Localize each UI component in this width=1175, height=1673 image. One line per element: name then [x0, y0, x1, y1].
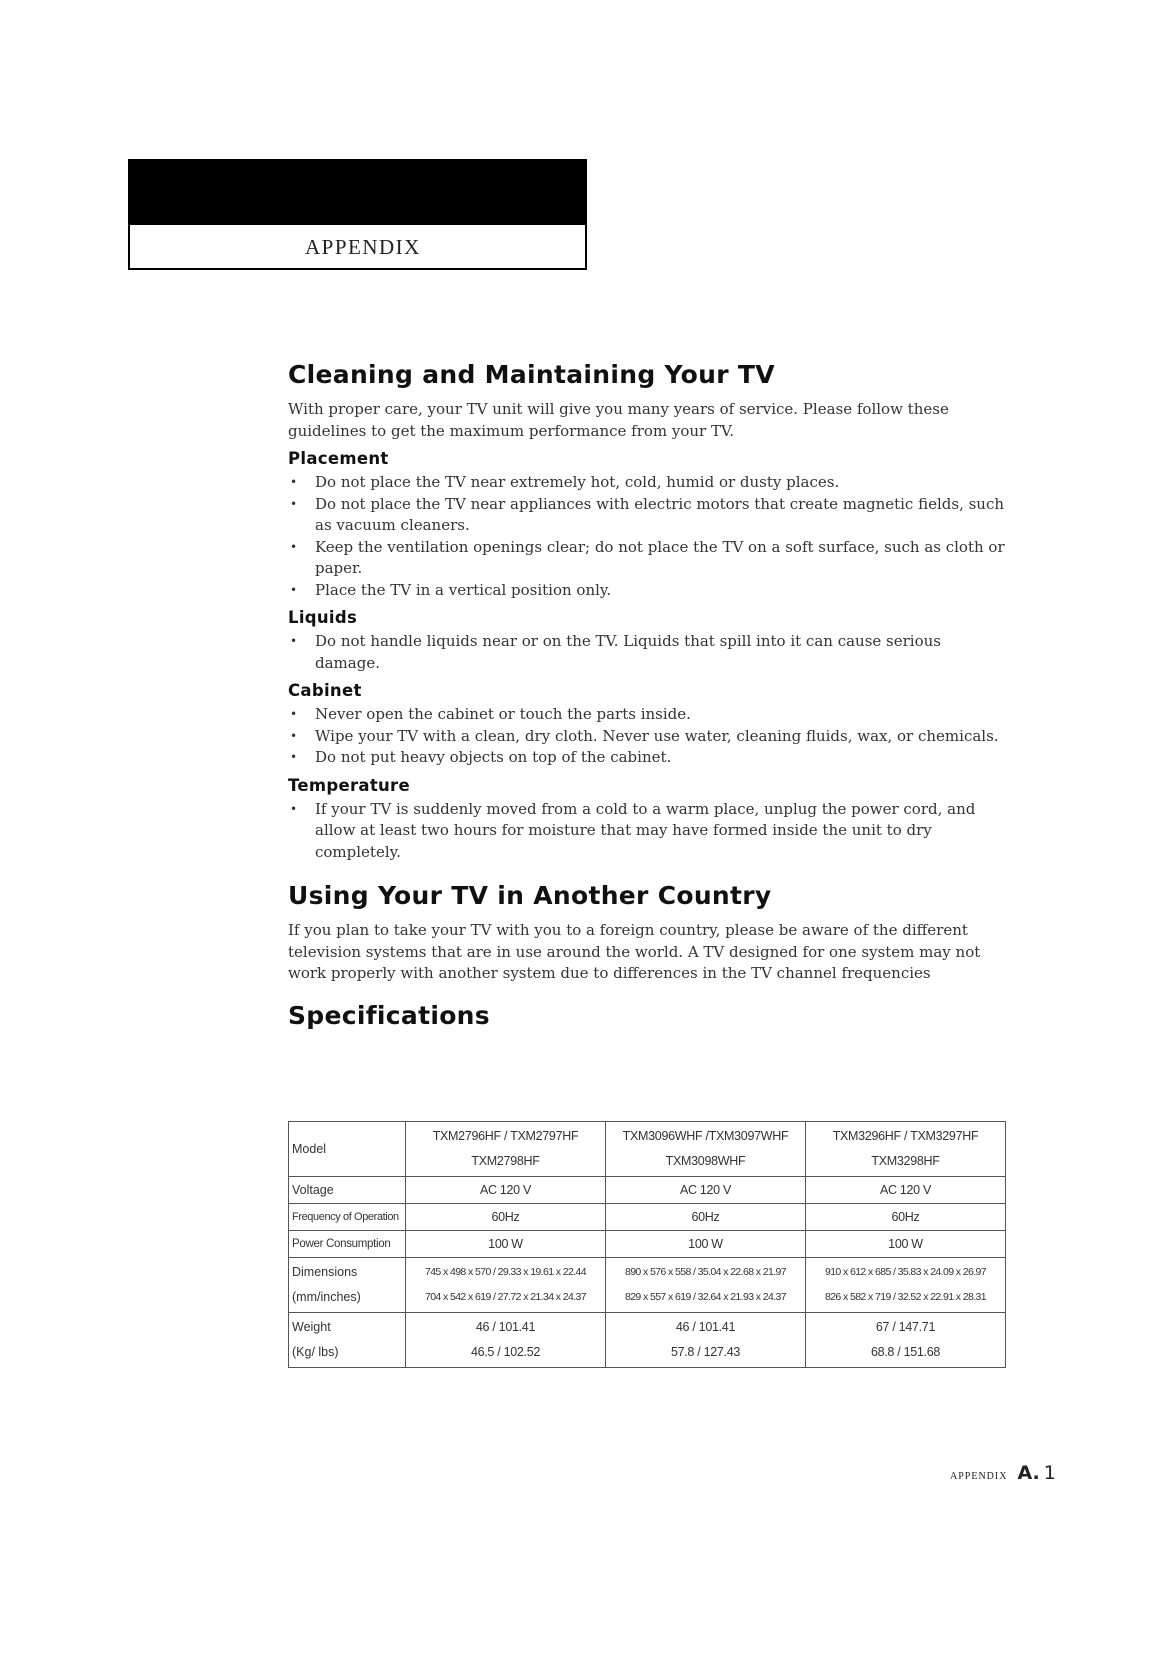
- table-cell: 890 x 576 x 558 / 35.04 x 22.68 x 21.97 829 x 557 x 619 / 32.64 x 21.93 x 24.37: [606, 1258, 806, 1313]
- specifications-title: Specifications: [288, 1000, 490, 1030]
- footer-section: APPENDIX: [950, 1471, 1008, 1482]
- specifications-table: [288, 1121, 1006, 1368]
- table-label: Dimensions (mm/inches): [289, 1258, 406, 1313]
- temperature-heading: Temperature: [288, 775, 410, 795]
- list-item: • Do not place the TV near appliances with electric motors that create magnetic fields, such as vacuum cleaners.: [288, 494, 1008, 537]
- table-label: Power Consumption: [289, 1231, 406, 1258]
- table-cell: 100 W: [406, 1231, 606, 1258]
- table-cell: TXM3096WHF /TXM3097WHF TXM3098WHF: [606, 1122, 806, 1177]
- table-label: Voltage: [289, 1177, 406, 1204]
- table-cell: 100 W: [806, 1231, 1006, 1258]
- footer-page-number: 1: [1043, 1462, 1056, 1484]
- footer-chapter: A.: [1017, 1462, 1040, 1484]
- table-label: Frequency of Operation: [289, 1204, 406, 1231]
- list-item: • Do not place the TV near extremely hot, cold, humid or dusty places.: [288, 472, 1008, 494]
- temperature-list: [288, 799, 1008, 864]
- header-black-bar: [130, 161, 585, 225]
- another-country-title: Using Your TV in Another Country: [288, 881, 772, 910]
- list-item: • Never open the cabinet or touch the parts inside.: [288, 704, 1008, 726]
- liquids-list: [288, 631, 1008, 674]
- table-cell: 46 / 101.41 46.5 / 102.52: [406, 1313, 606, 1368]
- cleaning-intro: With proper care, your TV unit will give you many years of service. Please follow these guidelines to get the maximum performance from your TV.: [288, 400, 949, 440]
- table-row-power: [289, 1231, 1006, 1258]
- table-cell: 745 x 498 x 570 / 29.33 x 19.61 x 22.44 704 x 542 x 619 / 27.72 x 21.34 x 24.37: [406, 1258, 606, 1313]
- list-item: • If your TV is suddenly moved from a cold to a warm place, unplug the power cord, and allow at least two hours for moisture that may have formed inside the unit to dry completely.: [288, 799, 1008, 864]
- list-item: • Wipe your TV with a clean, dry cloth. Never use water, cleaning fluids, wax, or chemicals.: [288, 726, 1008, 748]
- cleaning-title: Cleaning and Maintaining Your TV: [288, 360, 775, 389]
- table-cell: 910 x 612 x 685 / 35.83 x 24.09 x 26.97 826 x 582 x 719 / 32.52 x 22.91 x 28.31: [806, 1258, 1006, 1313]
- page-footer: [950, 1462, 1056, 1484]
- table-cell: AC 120 V: [406, 1177, 606, 1204]
- table-cell: 60Hz: [406, 1204, 606, 1231]
- main-content: [288, 360, 1008, 1030]
- table-cell: 60Hz: [806, 1204, 1006, 1231]
- table-row-weight: [289, 1313, 1006, 1368]
- table-cell: 46 / 101.41 57.8 / 127.43: [606, 1313, 806, 1368]
- another-country-body: If you plan to take your TV with you to a foreign country, please be aware of the different television systems that are in use around the world. A TV designed for one system may not work properly with another system due to differences in the TV channel frequencies: [288, 921, 981, 982]
- table-label: Model: [289, 1122, 406, 1177]
- table-row-voltage: [289, 1177, 1006, 1204]
- header-section-title: APPENDIX: [305, 235, 421, 259]
- table-cell: 67 / 147.71 68.8 / 151.68: [806, 1313, 1006, 1368]
- list-item: • Place the TV in a vertical position only.: [288, 580, 1008, 602]
- table-cell: AC 120 V: [806, 1177, 1006, 1204]
- table-cell: 100 W: [606, 1231, 806, 1258]
- cabinet-list: [288, 704, 1008, 769]
- table-cell: 60Hz: [606, 1204, 806, 1231]
- table-cell: AC 120 V: [606, 1177, 806, 1204]
- header-box: [128, 159, 587, 270]
- list-item: • Keep the ventilation openings clear; do not place the TV on a soft surface, such as cloth or paper.: [288, 537, 1008, 580]
- table-row-dimensions: [289, 1258, 1006, 1313]
- list-item: • Do not put heavy objects on top of the cabinet.: [288, 747, 1008, 769]
- list-item: • Do not handle liquids near or on the TV. Liquids that spill into it can cause serious damage.: [288, 631, 1008, 674]
- placement-list: [288, 472, 1008, 601]
- table-row-frequency: [289, 1204, 1006, 1231]
- liquids-heading: Liquids: [288, 608, 358, 627]
- table-label: Weight (Kg/ lbs): [289, 1313, 406, 1368]
- table-row-model: [289, 1122, 1006, 1177]
- placement-heading: Placement: [288, 449, 389, 468]
- table-cell: TXM2796HF / TXM2797HF TXM2798HF: [406, 1122, 606, 1177]
- cabinet-heading: Cabinet: [288, 681, 362, 700]
- table-cell: TXM3296HF / TXM3297HF TXM3298HF: [806, 1122, 1006, 1177]
